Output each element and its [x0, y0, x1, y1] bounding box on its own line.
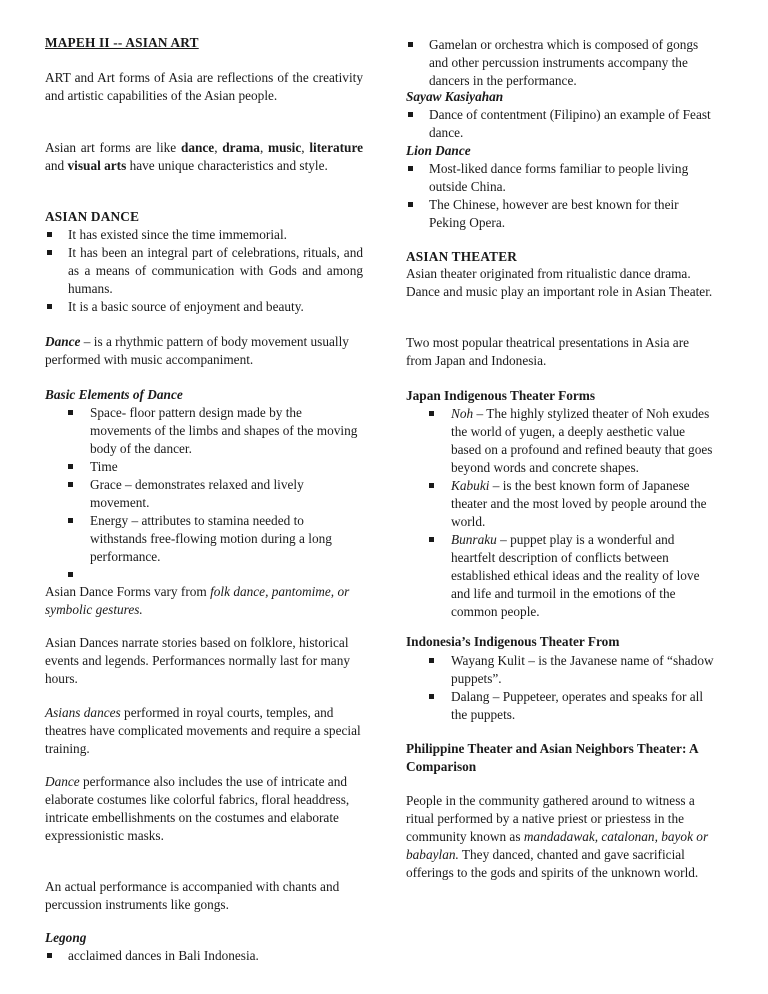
indonesia-heading: Indonesia’s Indigenous Theater From [406, 634, 620, 649]
conjunction: and [45, 158, 68, 173]
sayaw-heading: Sayaw Kasiyahan [406, 89, 504, 104]
lion-dance-heading: Lion Dance [406, 143, 471, 158]
courts-term: Asians dances [45, 705, 121, 720]
noh-text: – The highly stylized theater of Noh exudes the world of yugen, a deeply aesthetic value based on a profound and refined beauty that goes beyond words and concrete shapes. [451, 406, 713, 475]
courts-paragraph [45, 704, 363, 758]
list-item: It has been an integral part of celebrations, rituals, and as a means of communication with Gods and among humans. [45, 244, 363, 298]
bunraku-text: – puppet play is a wonderful and heartfelt description of conflicts between established ethical ideas and the reality of love and life and turmoil in the emotions of the common people. [451, 532, 700, 619]
japan-list [406, 405, 716, 621]
separator: , [301, 140, 310, 155]
list-item: Gamelan or orchestra which is composed of gongs and other percussion instruments accompany the dancers in the performance. [406, 36, 716, 90]
sayaw-list [406, 106, 716, 142]
lion-dance-list [406, 160, 716, 232]
forms-vary-examples: folk dance, pantomime, or symbolic gestures. [45, 584, 350, 617]
list-item: Grace – demonstrates relaxed and lively movement. [45, 476, 363, 512]
indonesia-list [406, 652, 716, 724]
chants-paragraph: An actual performance is accompanied with chants and percussion instruments like gongs. [45, 879, 340, 912]
costume-text: performance also includes the use of intricate and elaborate costumes like colorful fabrics, floral headdress, intricate embellishments on the costumes and elaborate expressionistic masks. [45, 774, 350, 843]
costume-paragraph [45, 773, 363, 845]
bunraku-term: Bunraku [451, 532, 497, 547]
legong-heading: Legong [45, 930, 87, 945]
list-item: Energy – attributes to stamina needed to withstands free-flowing motion during a long performance. [45, 512, 363, 566]
list-item: acclaimed dances in Bali Indonesia. [45, 947, 363, 965]
dance-term: Dance [45, 334, 81, 349]
list-item: Space- floor pattern design made by the movements of the limbs and shapes of the moving body of the dancer. [45, 404, 363, 458]
art-form-drama: drama [222, 140, 260, 155]
philippine-theater-heading: Philippine Theater and Asian Neighbors Theater: A Comparison [406, 741, 698, 774]
asian-dance-heading: ASIAN DANCE [45, 209, 140, 224]
list-item: Dalang – Puppeteer, operates and speaks for all the puppets. [406, 688, 716, 724]
list-item [406, 477, 716, 531]
list-item: It has existed since the time immemorial. [45, 226, 363, 244]
list-item [45, 566, 363, 584]
list-item: The Chinese, however are best known for their Peking Opera. [406, 196, 716, 232]
art-forms-text: have unique characteristics and style. [126, 158, 328, 173]
dance-definition-text: – is a rhythmic pattern of body movement usually performed with music accompaniment. [45, 334, 349, 367]
legong-list [45, 947, 363, 965]
list-item: Time [45, 458, 363, 476]
forms-vary-text: Asian Dance Forms vary from [45, 584, 211, 599]
list-item: It is a basic source of enjoyment and beauty. [45, 298, 363, 316]
community-text: They danced, chanted and gave sacrificial offerings to the gods and spirits of the unknown world. [406, 847, 699, 880]
forms-vary-paragraph [45, 583, 363, 619]
elements-heading: Basic Elements of Dance [45, 387, 183, 402]
kabuki-term: Kabuki [451, 478, 490, 493]
two-popular-paragraph: Two most popular theatrical presentations in Asia are from Japan and Indonesia. [406, 335, 690, 368]
theater-intro-paragraph: Asian theater originated from ritualistic dance drama. Dance and music play an important role in Asian Theater. [406, 266, 713, 299]
community-paragraph [406, 792, 716, 882]
art-forms-text: Asian art forms are like [45, 140, 181, 155]
art-form-dance: dance [180, 140, 215, 155]
separator: , [259, 140, 269, 155]
art-form-literature: literature [309, 140, 364, 155]
narrate-paragraph: Asian Dances narrate stories based on folklore, historical events and legends. Performances normally last for many hours. [45, 635, 350, 686]
elements-list [45, 404, 363, 584]
kabuki-text: – is the best known form of Japanese theater and the most loved by people around the world. [451, 478, 707, 529]
courts-text: performed in royal courts, temples, and theatres have complicated movements and require a special training. [45, 705, 361, 756]
separator: , [214, 140, 223, 155]
list-item [406, 531, 716, 621]
asian-theater-heading: ASIAN THEATER [406, 249, 518, 264]
list-item: Wayang Kulit – is the Javanese name of “shadow puppets”. [406, 652, 716, 688]
asian-dance-list [45, 226, 363, 316]
list-item [406, 405, 716, 477]
list-item: Most-liked dance forms familiar to people living outside China. [406, 160, 716, 196]
japan-heading: Japan Indigenous Theater Forms [406, 388, 596, 403]
noh-term: Noh [451, 406, 474, 421]
gamelan-list [406, 36, 716, 90]
dance-definition [45, 333, 363, 369]
intro-paragraph: ART and Art forms of Asia are reflections of the creativity and artistic capabilities of the Asian people. [45, 70, 363, 103]
page-title: MAPEH II -- ASIAN ART [45, 35, 199, 50]
art-form-music: music [268, 140, 302, 155]
art-forms-paragraph [45, 139, 363, 175]
costume-term: Dance [45, 774, 80, 789]
list-item: Dance of contentment (Filipino) an example of Feast dance. [406, 106, 716, 142]
community-text: People in the community gathered around to witness a ritual performed by a native priest or priestess in the community known as [406, 793, 695, 844]
priest-names: mandadawak, catalonan, bayok or babaylan. [406, 829, 709, 862]
art-form-visual-arts: visual arts [67, 158, 127, 173]
